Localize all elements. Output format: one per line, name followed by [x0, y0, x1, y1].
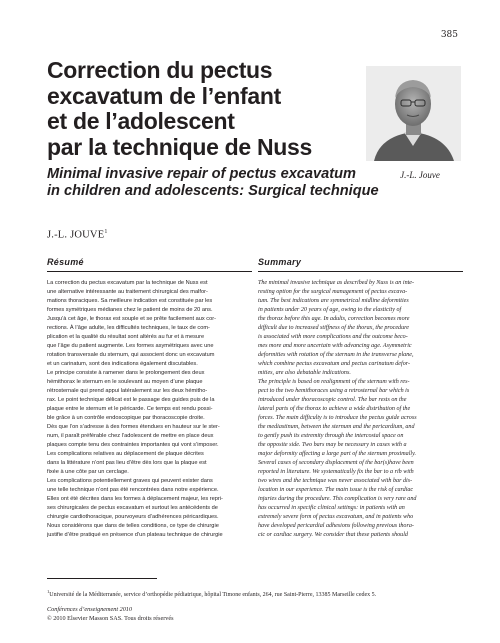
summary-line: lateral parts of the thorax to achieve a wide distribution of the	[258, 406, 411, 412]
resume-line: plaque entre le sternum et le péricarde. Ce temps est rendu possi-	[47, 406, 213, 412]
resume-line: hémithorax le sternum en le soulevant au moyen d’une plaque	[47, 379, 203, 385]
resume-line: formes symétriques médianes chez le patient de moins de 20 ans.	[47, 307, 213, 313]
subtitle-line: in children and adolescents: Surgical technique	[47, 183, 379, 199]
subtitle-line: Minimal invasive repair of pectus excavatum	[47, 166, 357, 182]
resume-line: plication et la qualité du résultat sont altérés au fur et à mesure	[47, 334, 205, 340]
footnote-text: Université de la Méditerranée, service d’orthopédie pédiatrique, hôpital Timone enfants, 264, rue Saint-Pierre, 13385 Marseille cedex 5.	[49, 592, 377, 598]
summary-line: The minimal invasive technique as described by Nuss is an inte-	[258, 280, 415, 286]
resume-line: Les complications relatives au déplacement de plaque décrites	[47, 451, 204, 457]
author-name: J.-L. JOUVE	[47, 229, 105, 241]
title-line: excavatum de l’enfant	[47, 82, 282, 109]
summary-line: resting option for the surgical management of pectus excava-	[258, 289, 408, 295]
title-line: par la technique de Nuss	[47, 133, 313, 160]
author-photo	[366, 66, 461, 161]
summary-line: Several cases of secondary displacement of the bar(s)have been	[258, 460, 414, 466]
resume-line: que l’âge du patient augmente. Les formes asymétriques avec une	[47, 343, 214, 349]
summary-line: reported in literature. We systematically fix the bar to a rib with	[258, 469, 414, 475]
affiliation-footnote	[47, 588, 467, 599]
page-number: 385	[440, 30, 458, 40]
summary-line: in patients under 20 years of age, owing to the elasticity of	[258, 307, 402, 313]
summary-line: difficult due to increased stiffness of the thorax, the procedure	[258, 325, 409, 331]
conference-name: Conférences d’enseignement 2010	[47, 606, 132, 613]
summary-line: is associated with more complications and the outcome beco-	[258, 334, 408, 340]
article-subtitle	[47, 166, 387, 200]
author-line	[47, 229, 108, 241]
resume-line: Dès que l’on s’adresse à des formes étendues en hauteur sur le ster-	[47, 424, 220, 430]
photo-caption: J.-L. Jouve	[400, 170, 440, 180]
resume-line: Le principe consiste à ramener dans le prolongement des deux	[47, 370, 205, 376]
summary-line: cic or cardiac surgery. We consider that these patients should	[258, 532, 408, 538]
summary-line: mities, are also debatable indications.	[258, 370, 351, 376]
summary-line: deformities with rotation of the sternum in the transverse plane,	[258, 352, 414, 358]
copyright-notice: © 2010 Elsevier Masson SAS. Tous droits réservés	[47, 615, 174, 622]
summary-line: the thorax before this age. In adults, correction becomes more	[258, 316, 410, 322]
affiliation-mark: 1	[104, 229, 108, 235]
summary-line: forces. The main difficulty is to introduce the pectus guide across	[258, 415, 417, 421]
footnote-divider	[47, 578, 157, 579]
resume-line: fixée à une côte par un cerclage.	[47, 469, 129, 475]
article-title	[47, 58, 347, 160]
resume-line: rotation transversale du sternum, qui associent donc un excavatum	[47, 352, 215, 358]
summary-line: the mediastinum, between the sternum and the pericardium, and	[258, 424, 415, 430]
resume-line: mations thoraciques. Sa meilleure indication est constituée par les	[47, 298, 213, 304]
footnote-mark: 1	[47, 589, 50, 594]
summary-line: tum. The best indications are symmetrical midline deformities	[258, 298, 409, 304]
resume-line: rétrosternale qui prend appui latéralement sur les deux hémitho-	[47, 388, 208, 394]
resume-line: Les complications potentiellement graves qui peuvent exister dans	[47, 478, 213, 484]
resume-line: rax. Le point technique délicat est le passage des guides puis de la	[47, 397, 215, 403]
resume-line: plaques compte tenu des contraintes importantes qui vont s’imposer.	[47, 442, 219, 448]
author-portrait-image	[366, 66, 461, 161]
resume-line: chirurgie cardiothoracique, pourvoyeurs d’adhérences péricardiques.	[47, 514, 219, 520]
resume-line: une alternative intéressante au traitement chirurgical des malfor-	[47, 289, 208, 295]
resume-line: une telle technique n’ont pas été rencontrées dans notre expérience.	[47, 487, 219, 493]
resume-line: dans la littérature n’ont pas lieu d’être dès lors que la plaque est	[47, 460, 207, 466]
summary-line: major deformity affecting a large part of the sternum proximally.	[258, 451, 416, 457]
summary-line: have developed pericardial adhesions following previous thora-	[258, 523, 414, 529]
summary-line: which combine pectus excavatum and pectus carinatum defor-	[258, 361, 411, 367]
summary-line: extremely severe form of pectus excavatum, and in patients who	[258, 514, 414, 520]
summary-heading: Summary	[258, 257, 463, 267]
title-line: et de l’adolescent	[47, 108, 235, 134]
resume-line: ble grâce à un contrôle endoscopique par thoracoscopie droite.	[47, 415, 205, 421]
summary-line: the opposite side. Two bars may be necessary in cases with a	[258, 442, 407, 448]
resume-body	[47, 279, 252, 540]
summary-line: introduced under thoracoscopic control. The bar rests on the	[258, 397, 407, 403]
summary-line: injuries during the procedure. This complication is very rare and	[258, 496, 417, 502]
summary-line: pect to the two hemithoraces using a retrosternal bar which is	[258, 388, 410, 394]
summary-line: location in our experience. The main issue is the risk of cardiac	[258, 487, 414, 493]
summary-line: two wires and the technique was never associated with bar dis-	[258, 478, 413, 484]
summary-line: The principle is based on realignment of the sternum with res-	[258, 379, 410, 385]
summary-line: mes more and more uncertain with advancing age. Asymmetric	[258, 343, 412, 349]
summary-body	[258, 279, 463, 540]
resume-line: La correction du pectus excavatum par la technique de Nuss est	[47, 280, 208, 286]
title-line: Correction du pectus	[47, 57, 273, 83]
resume-line: ses chirurgicales de pectus excavatum et surtout les antécédents de	[47, 505, 218, 511]
resume-line: Elles ont été décrites dans les formes à déplacement majeur, les repri-	[47, 496, 223, 502]
resume-line: rections. À l’âge adulte, les difficultés techniques, le taux de com-	[47, 325, 210, 331]
resume-line: Nous considérons que dans de telles conditions, ce type de chirurgie	[47, 523, 219, 529]
resume-line: et un carinatum, sont des indications également discutables.	[47, 361, 198, 367]
summary-line: has occurred in specific clinical settings: in patients with an	[258, 505, 405, 511]
resume-heading: Résumé	[47, 257, 252, 267]
resume-line: num, il paraît préférable chez l’adolescent de mettre en place deux	[47, 433, 214, 439]
resume-line: Jusqu’à cet âge, le thorax est souple et se prête facilement aux cor-	[47, 316, 216, 322]
resume-line: justifie d’être pratiqué en présence d’un plateau technique de chirurgie	[47, 532, 223, 538]
summary-line: to gently push its extremity through the intercostal space on	[258, 433, 404, 439]
